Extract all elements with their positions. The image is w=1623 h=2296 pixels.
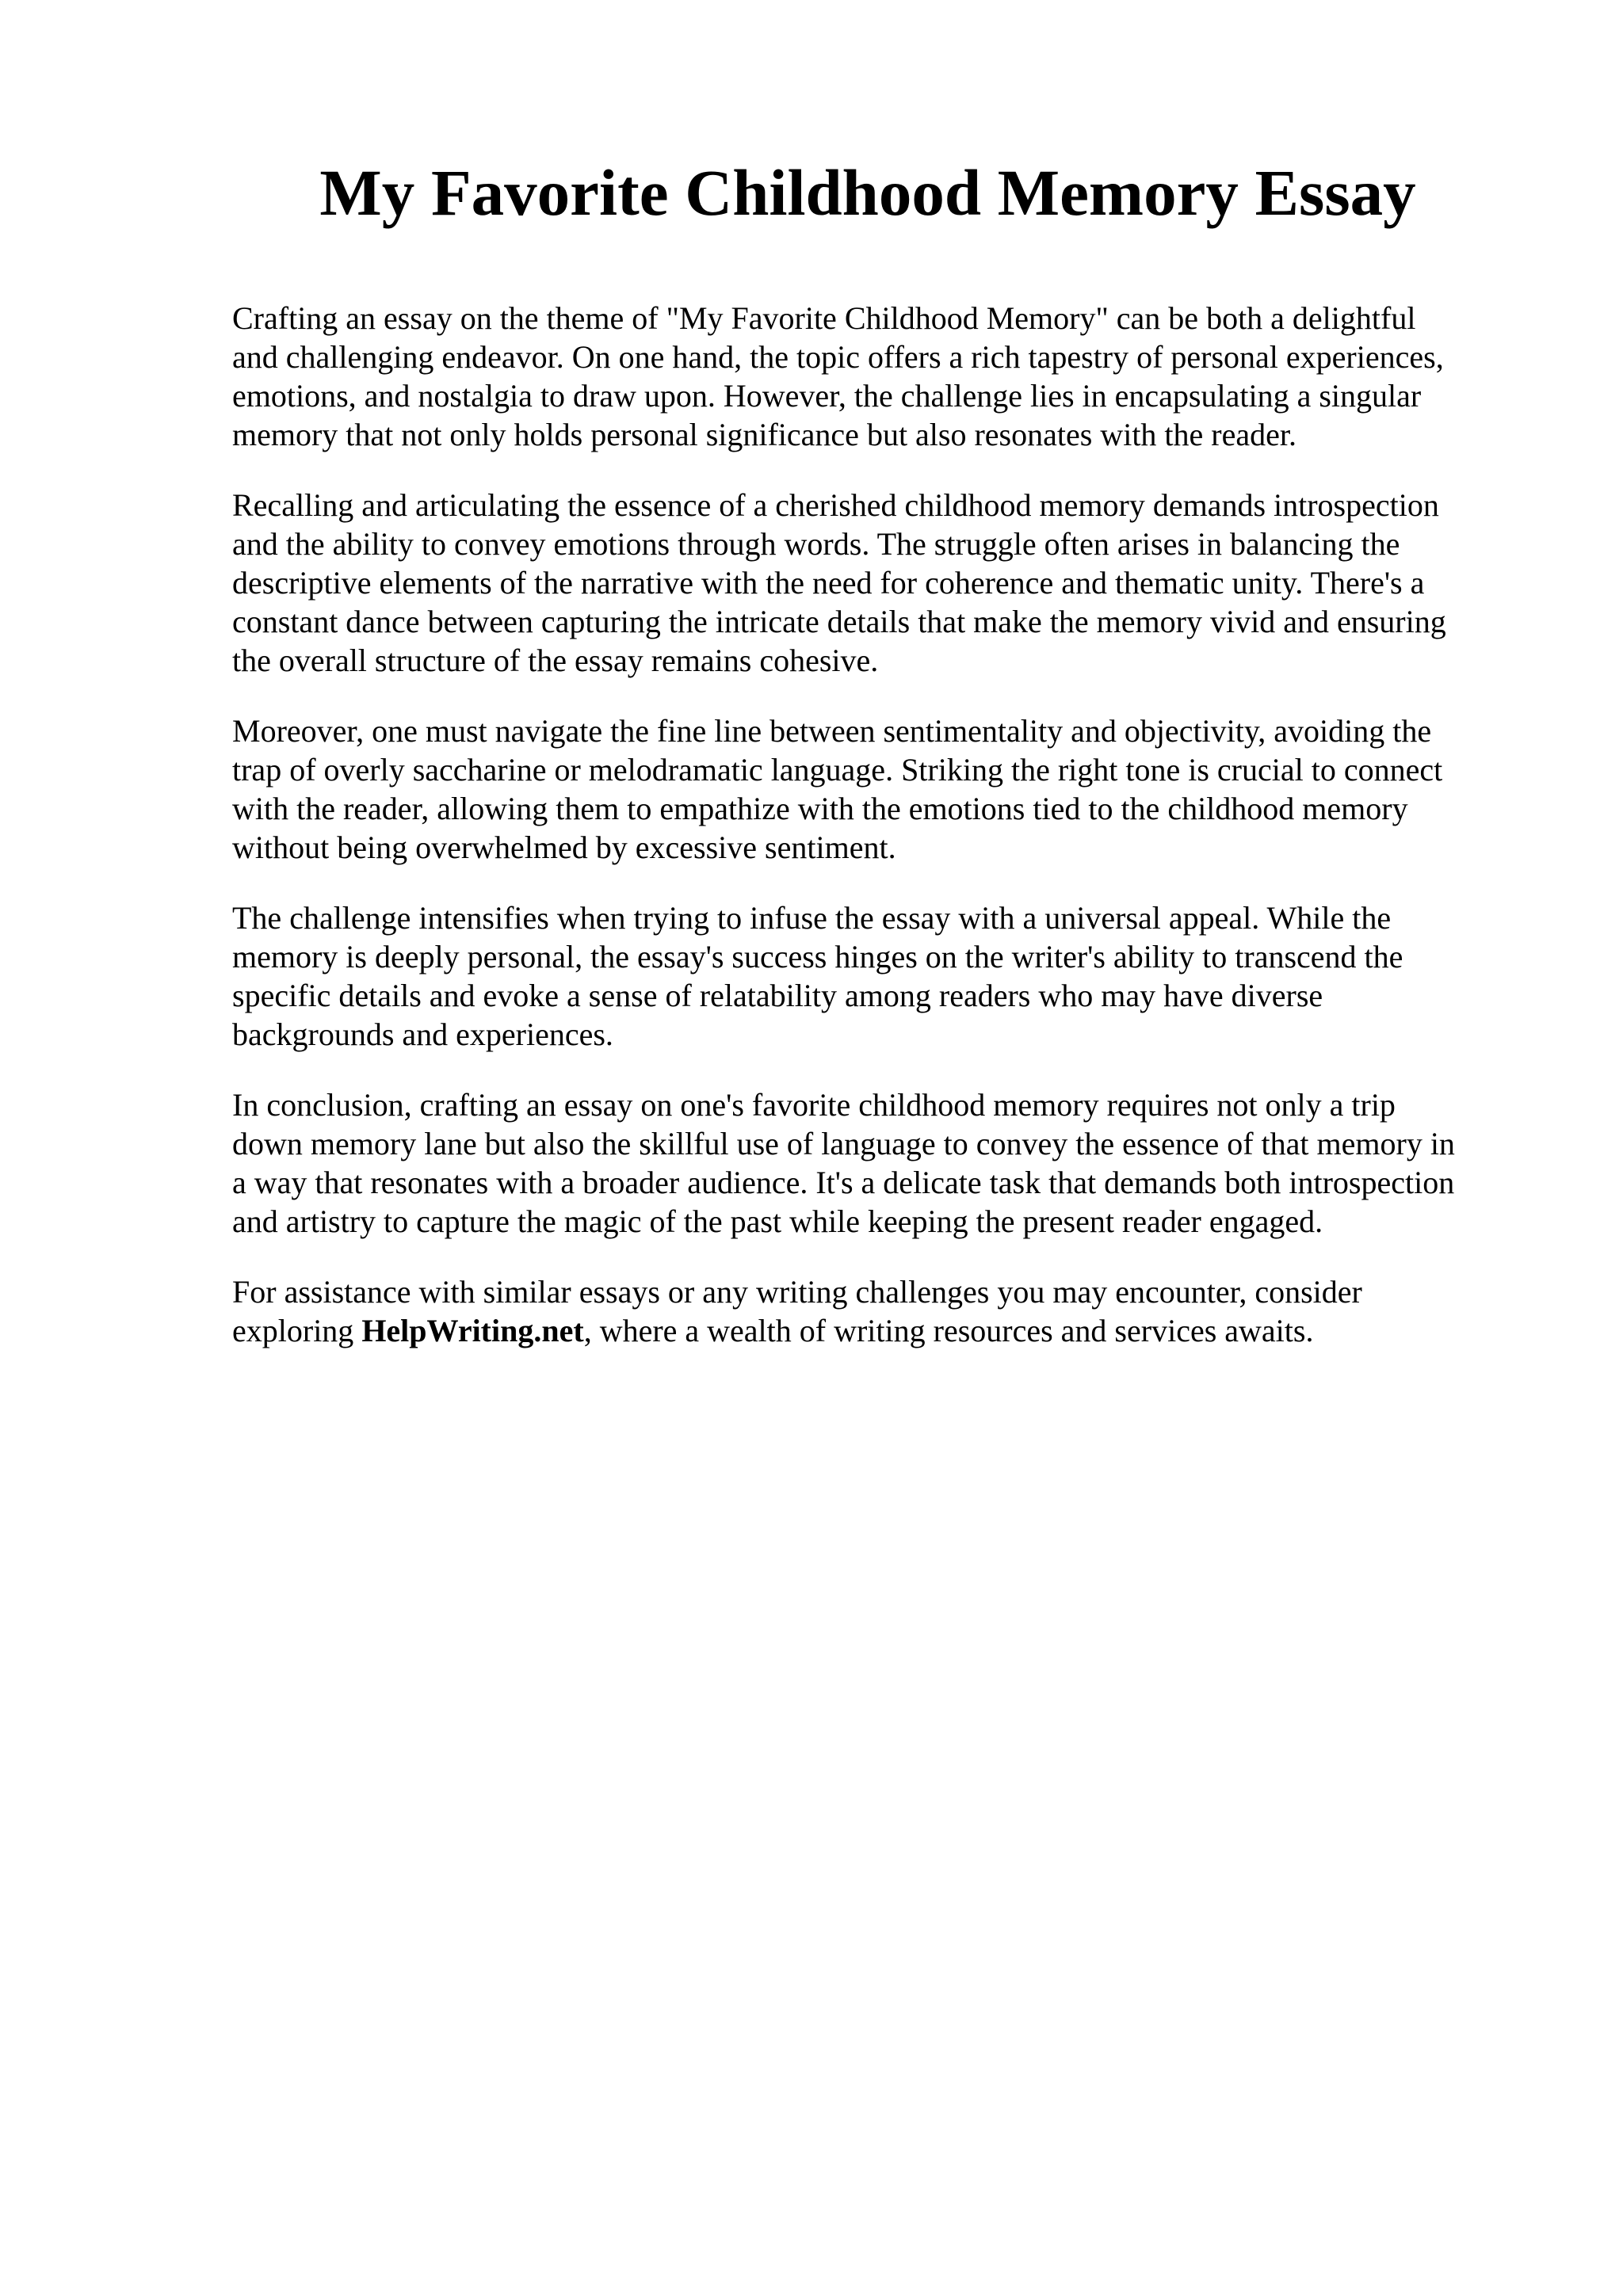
closing-paragraph xyxy=(232,1272,1516,1350)
paragraph-line: constant dance between capturing the intricate details that make the memory vivid and ensuring xyxy=(232,604,1446,639)
closing-suffix: , where a wealth of writing resources and services awaits. xyxy=(583,1313,1314,1348)
paragraph-2 xyxy=(232,486,1516,680)
paragraph-line: Moreover, one must navigate the fine line between sentimentality and objectivity, avoiding the xyxy=(232,713,1432,749)
paragraph-line: and artistry to capture the magic of the past while keeping the present reader engaged. xyxy=(232,1203,1323,1239)
paragraph-line: emotions, and nostalgia to draw upon. However, the challenge lies in encapsulating a singular xyxy=(232,378,1422,414)
essay-title: My Favorite Childhood Memory Essay xyxy=(319,156,1416,229)
paragraph-line: Recalling and articulating the essence of a cherished childhood memory demands introspection xyxy=(232,487,1439,523)
paragraph-line: trap of overly saccharine or melodramatic language. Striking the right tone is crucial to connect xyxy=(232,752,1443,788)
paragraph-line: and the ability to convey emotions through words. The struggle often arises in balancing the xyxy=(232,526,1400,562)
paragraph-line: with the reader, allowing them to empathize with the emotions tied to the childhood memory xyxy=(232,791,1408,826)
essay-body xyxy=(232,299,1516,1382)
closing-line-1: For assistance with similar essays or any writing challenges you may encounter, consider xyxy=(232,1274,1362,1310)
paragraph-3 xyxy=(232,711,1516,867)
paragraph-line: In conclusion, crafting an essay on one's favorite childhood memory requires not only a trip xyxy=(232,1087,1396,1123)
paragraph-line: without being overwhelmed by excessive sentiment. xyxy=(232,830,896,865)
paragraph-line: Crafting an essay on the theme of "My Favorite Childhood Memory" can be both a delightful xyxy=(232,300,1416,336)
helpwriting-link[interactable]: HelpWriting.net xyxy=(361,1313,584,1348)
paragraph-line: descriptive elements of the narrative with the need for coherence and thematic unity. There's a xyxy=(232,565,1425,601)
paragraph-1 xyxy=(232,299,1516,454)
paragraph-5 xyxy=(232,1085,1516,1241)
paragraph-line: down memory lane but also the skillful use of language to convey the essence of that memory in xyxy=(232,1126,1455,1161)
closing-line-2 xyxy=(232,1311,1516,1350)
paragraph-line: memory that not only holds personal significance but also resonates with the reader. xyxy=(232,417,1296,452)
paragraph-line: the overall structure of the essay remains cohesive. xyxy=(232,643,879,678)
paragraph-line: and challenging endeavor. On one hand, the topic offers a rich tapestry of personal experiences, xyxy=(232,339,1444,375)
paragraph-line: specific details and evoke a sense of relatability among readers who may have diverse xyxy=(232,978,1323,1013)
paragraph-line: The challenge intensifies when trying to infuse the essay with a universal appeal. While the xyxy=(232,900,1392,936)
paragraph-line: memory is deeply personal, the essay's success hinges on the writer's ability to transcend the xyxy=(232,939,1403,974)
closing-prefix: exploring xyxy=(232,1313,362,1348)
paragraph-4 xyxy=(232,898,1516,1054)
paragraph-line: backgrounds and experiences. xyxy=(232,1016,613,1052)
paragraph-line: a way that resonates with a broader audience. It's a delicate task that demands both introspection xyxy=(232,1165,1455,1200)
